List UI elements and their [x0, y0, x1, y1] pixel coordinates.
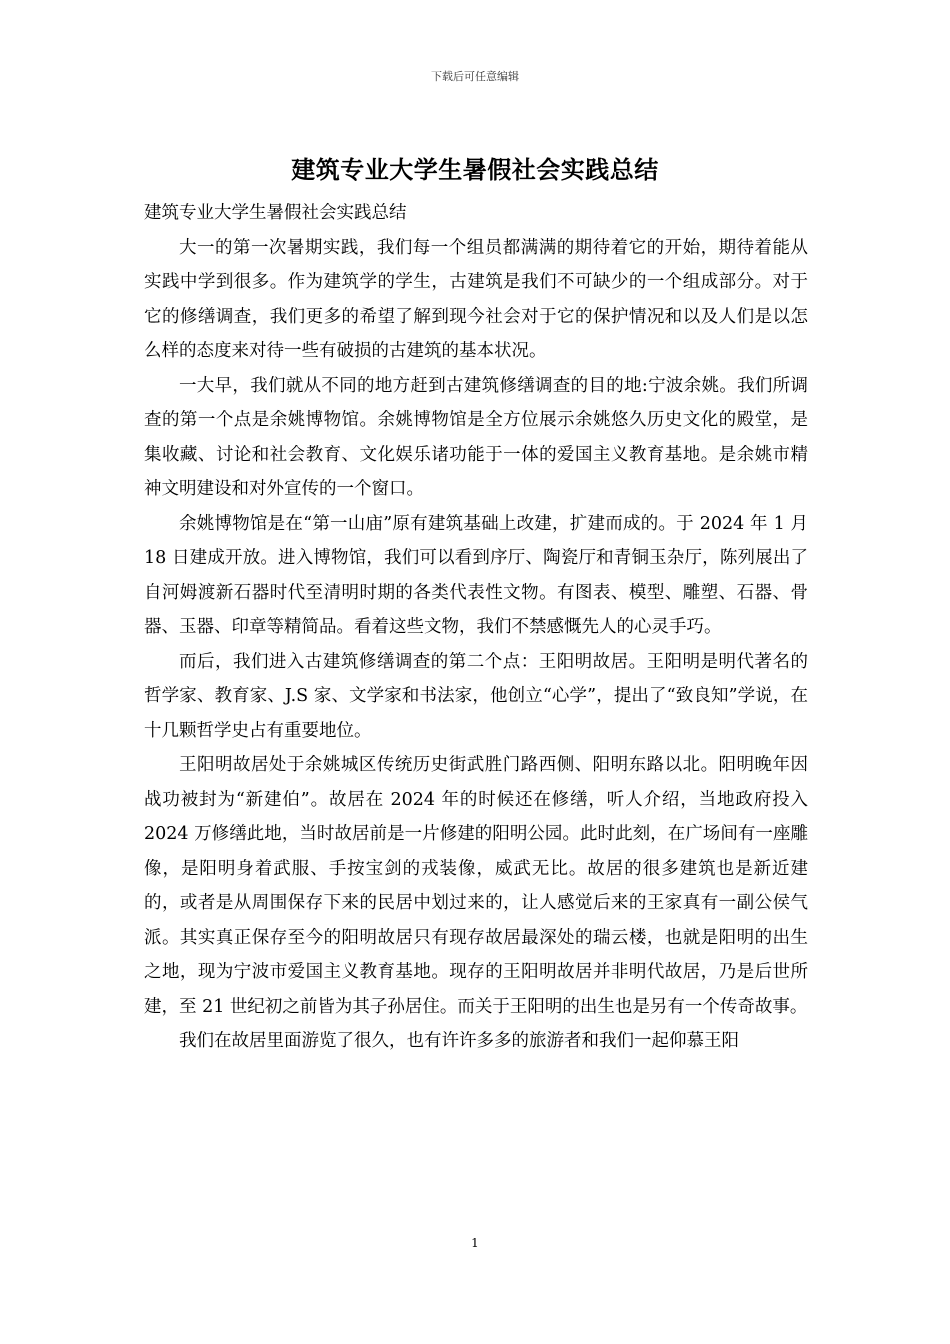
paragraph: 一大早，我们就从不同的地方赶到古建筑修缮调查的目的地:宁波余姚。我们所调查的第一个点是余姚博物馆。余姚博物馆是全方位展示余姚悠久历史文化的殿堂，是集收藏、讨论和社会教育、文化娱乐诸功能于一体的爱国主义教育基地。是余姚市精神文明建设和对外宣传的一个窗口。 — [144, 375, 808, 499]
document-body — [144, 196, 808, 1059]
document-title: 建筑专业大学生暑假社会实践总结 — [291, 156, 659, 184]
paragraph: 而后，我们进入古建筑修缮调查的第二个点：王阳明故居。王阳明是明代著名的哲学家、教育家、J.S 家、文学家和书法家，他创立“心学”，提出了“致良知”学说，在十几颗哲学史占有重要地位。 — [144, 651, 808, 741]
paragraph: 我们在故居里面游览了很久，也有许许多多的旅游者和我们一起仰慕王阳 — [179, 1031, 739, 1051]
paragraph: 余姚博物馆是在“第一山庙”原有建筑基础上改建，扩建而成的。于 2024 年 1 月 18 日建成开放。进入博物馆，我们可以看到序厅、陶瓷厅和青铜玉杂厅，陈列展出了自河姆渡新石器时代至清明时期的各类代表性文物。有图表、模型、雕塑、石器、骨器、玉器、印章等精简品。看着这些文物，我们不禁感慨先人的心灵手巧。 — [144, 513, 808, 637]
document-subtitle: 建筑专业大学生暑假社会实践总结 — [144, 203, 407, 223]
paragraph: 王阳明故居处于余姚城区传统历史街武胜门路西侧、阳明东路以北。阳明晚年因战功被封为“新建伯”。故居在 2024 年的时候还在修缮，听人介绍，当地政府投入 2024 万修缮此地，当时故居前是一片修建的阳明公园。此时此刻，在广场间有一座雕像，是阳明身着武服、手按宝剑的戎装像，威武无比。故居的很多建筑也是新近建的，或者是从周围保存下来的民居中划过来的，让人感觉后来的王家真有一副公侯气派。其实真正保存至今的阳明故居只有现存故居最深处的瑞云楼，也就是阳明的出生之地，现为宁波市爱国主义教育基地。现存的王阳明故居并非明代故居，乃是后世所建，至 21 世纪初之前皆为其子孙居住。而关于王阳明的出生也是另有一个传奇故事。 — [144, 755, 808, 1017]
page-header-note: 下载后可任意编辑 — [431, 70, 519, 83]
page-number: 1 — [471, 1236, 479, 1250]
paragraph: 大一的第一次暑期实践，我们每一个组员都满满的期待着它的开始，期待着能从实践中学到很多。作为建筑学的学生，古建筑是我们不可缺少的一个组成部分。对于它的修缮调查，我们更多的希望了解到现今社会对于它的保护情况和以及人们是以怎么样的态度来对待一些有破损的古建筑的基本状况。 — [144, 237, 808, 361]
